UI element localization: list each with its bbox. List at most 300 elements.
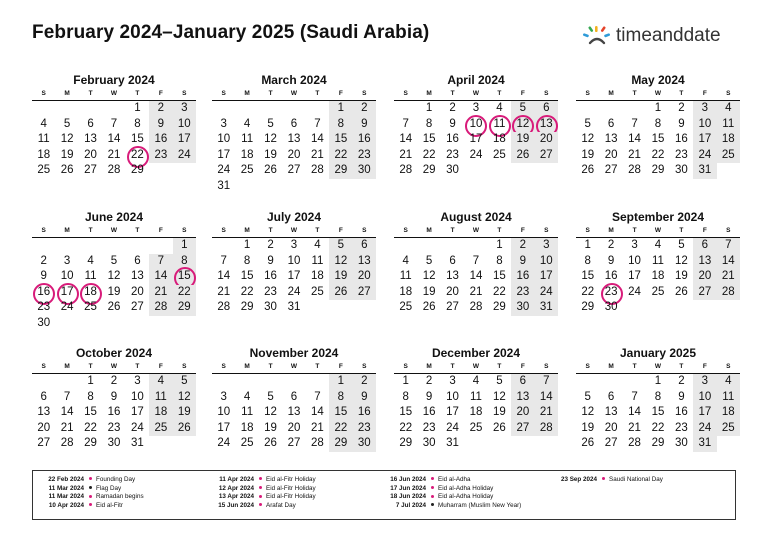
weekday-label: S [221,363,226,370]
day-cell: 1 [173,238,196,254]
day-cell: 30 [604,301,618,314]
month-calendar [394,209,558,316]
day-grid [394,101,558,179]
day-cell: 25 [717,148,740,164]
weekday-label: S [403,227,408,234]
day-cell: 28 [628,437,641,450]
empty-cell [79,238,102,254]
weekday-label: S [362,90,367,97]
day-cell: 18 [240,148,254,161]
day-grid [576,374,740,452]
day-cell: 11 [652,254,664,267]
day-cell: 4 [472,375,480,387]
day-cell: 19 [581,421,595,434]
weekday-label: S [585,363,590,370]
day-cell: 5 [267,117,274,130]
day-cell: 1 [425,102,433,114]
weekday-label: S [182,227,187,234]
legend-name: Saudi National Day [609,476,663,483]
day-cell: 25 [651,285,665,298]
day-cell: 28 [628,164,641,177]
empty-cell [576,101,599,117]
empty-cell [464,238,487,254]
day-cell: 21 [399,148,413,161]
legend-date: 12 Apr 2024 [218,484,254,492]
day-cell: 18 [240,421,254,434]
day-cell: 24 [131,421,144,434]
day-cell: 11 [149,390,172,406]
day-cell: 3 [535,238,558,254]
empty-cell [79,101,102,117]
holiday-day: 16 [32,285,55,301]
weekday-label: F [338,90,343,97]
day-cell: 3 [472,102,480,114]
empty-cell [599,101,622,117]
month-name: November 2024 [249,346,339,360]
holiday-dot-icon [431,495,434,498]
day-cell: 1 [243,239,251,251]
legend-item [41,493,144,502]
day-cell: 31 [217,179,231,192]
day-cell: 18 [651,270,665,283]
day-cell: 7 [220,254,227,267]
day-cell: 8 [496,254,503,267]
weekday-header [394,225,558,238]
weekday-label: W [290,90,298,97]
day-cell: 27 [511,421,534,437]
weekday-label: S [585,90,590,97]
month-name: June 2024 [84,210,144,224]
day-cell: 21 [217,285,231,298]
day-cell: 26 [675,285,688,298]
holiday-dot-icon [89,477,92,480]
day-cell: 29 [329,163,352,179]
day-cell: 13 [37,406,51,419]
weekday-label: S [544,90,549,97]
day-cell: 26 [581,437,595,450]
day-cell: 3 [134,375,141,387]
weekday-label: S [403,363,408,370]
day-cell: 8 [402,390,409,403]
day-cell: 25 [717,421,740,437]
day-cell: 26 [264,164,277,177]
day-cell: 8 [173,254,196,270]
day-cell: 24 [535,285,558,301]
holiday-day: 12 [511,117,534,133]
day-cell: 22 [329,421,352,437]
day-cell: 19 [173,405,196,421]
day-cell: 17 [131,406,144,419]
weekday-label: T [450,90,455,97]
legend-item [41,485,144,494]
timeanddate-logo[interactable] [582,24,721,48]
day-cell: 29 [493,301,506,314]
weekday-label: T [497,90,502,97]
day-cell: 3 [693,101,716,117]
day-cell: 12 [422,270,436,283]
day-cell: 7 [110,117,118,130]
weekday-label: M [426,227,432,234]
day-cell: 8 [425,117,433,130]
day-cell: 14 [60,406,74,419]
holiday-dot-icon [259,486,262,489]
day-cell: 5 [110,254,118,267]
day-cell: 2 [425,375,433,387]
weekday-label: W [110,227,118,234]
day-cell: 8 [134,117,141,130]
day-cell: 20 [511,405,534,421]
day-cell: 15 [84,406,97,419]
day-cell: 7 [717,238,740,254]
day-cell: 11 [717,390,740,406]
empty-cell [55,101,78,117]
day-cell: 6 [449,254,456,267]
day-cell: 6 [40,390,47,403]
weekday-label: T [268,363,273,370]
month-name: May 2024 [631,73,685,87]
day-cell: 26 [60,164,74,177]
empty-cell [32,238,55,254]
day-cell: 22 [651,148,665,161]
day-cell: 25 [311,285,324,298]
legend-column [211,476,316,510]
day-cell: 29 [131,164,144,177]
holiday-dot-icon [431,486,434,489]
day-cell: 22 [581,285,595,298]
day-cell: 2 [110,375,118,387]
weekday-header [212,225,376,238]
day-cell: 21 [149,285,172,301]
day-cell: 9 [449,117,456,130]
day-cell: 16 [604,270,618,283]
day-cell: 16 [149,132,172,148]
month-calendar [576,72,740,179]
day-cell: 3 [173,101,196,117]
legend-item [41,502,144,511]
day-cell: 26 [493,421,506,434]
legend-item [211,485,316,494]
day-cell: 12 [675,254,688,267]
weekday-label: T [497,227,502,234]
day-cell: 3 [63,254,71,267]
empty-cell [282,374,305,390]
day-cell: 17 [217,421,231,434]
holiday-day: 15 [173,269,196,285]
day-cell: 19 [511,132,534,148]
day-cell: 10 [217,133,231,146]
day-cell: 9 [267,254,274,267]
day-grid [212,101,376,195]
day-grid [394,374,558,452]
holiday-dot-icon [259,477,262,480]
day-cell: 31 [131,437,144,450]
day-cell: 14 [311,406,324,419]
weekday-header [32,361,196,374]
day-cell: 28 [217,301,231,314]
day-cell: 8 [243,254,251,267]
month-name: July 2024 [266,210,322,224]
day-cell: 28 [717,285,740,301]
empty-cell [102,101,125,117]
day-cell: 28 [535,421,558,437]
weekday-label: T [679,227,684,234]
empty-cell [599,374,622,390]
day-cell: 20 [604,148,618,161]
day-cell: 4 [496,102,503,114]
day-cell: 10 [60,270,74,283]
legend-item [383,485,521,494]
weekday-label: F [158,90,163,97]
day-cell: 13 [604,133,618,146]
day-cell: 13 [693,254,716,270]
day-cell: 12 [329,254,352,270]
day-cell: 27 [693,285,716,301]
day-cell: 23 [675,148,688,161]
day-cell: 20 [37,421,51,434]
legend-name: Founding Day [96,476,136,483]
day-cell: 20 [287,148,301,161]
day-cell: 23 [353,421,376,437]
day-cell: 4 [402,254,409,267]
day-cell: 9 [425,390,433,403]
empty-cell [623,374,646,390]
day-cell: 15 [399,406,413,419]
day-cell: 23 [675,421,688,434]
day-cell: 15 [329,132,352,148]
day-cell: 27 [604,437,618,450]
day-cell: 28 [311,164,324,177]
day-cell: 4 [40,117,47,130]
day-cell: 6 [535,101,558,117]
day-cell: 8 [654,117,662,130]
weekday-label: S [362,227,367,234]
day-cell: 30 [511,300,534,316]
day-cell: 26 [329,285,352,301]
day-cell: 19 [422,285,436,298]
day-cell: 16 [675,133,688,146]
legend-name: Eid al-Adha Holiday [438,493,494,501]
weekday-header [212,88,376,101]
day-cell: 14 [469,270,483,283]
day-cell: 24 [217,437,231,450]
day-cell: 28 [149,300,172,316]
weekday-label: M [608,363,614,370]
day-cell: 29 [240,301,254,314]
weekday-header [32,88,196,101]
day-cell: 26 [511,148,534,164]
legend-name: Flag Day [96,484,122,492]
empty-cell [306,101,329,117]
day-cell: 19 [329,269,352,285]
empty-cell [394,101,417,117]
weekday-label: T [632,363,637,370]
day-cell: 11 [84,270,97,283]
day-cell: 8 [584,254,591,267]
day-cell: 28 [60,437,74,450]
weekday-label: T [135,363,140,370]
day-cell: 29 [399,437,413,450]
day-cell: 24 [60,301,74,314]
weekday-label: T [88,227,93,234]
legend-name: Muharram (Muslim New Year) [438,501,522,509]
day-cell: 21 [107,148,121,161]
day-cell: 11 [37,133,50,146]
day-cell: 28 [107,164,121,177]
day-cell: 13 [131,270,144,283]
day-cell: 23 [446,148,459,161]
legend-name: Eid al-Adha [438,476,471,483]
day-cell: 21 [628,148,641,161]
weekday-label: W [654,90,662,97]
month-name: September 2024 [611,210,705,224]
day-cell: 7 [63,390,71,403]
day-cell: 19 [264,421,277,434]
legend-column [554,476,663,485]
day-cell: 20 [535,132,558,148]
day-cell: 7 [631,390,638,403]
day-cell: 21 [628,421,641,434]
day-cell: 20 [287,421,301,434]
day-cell: 5 [63,117,71,130]
empty-cell [235,101,258,117]
day-cell: 12 [173,390,196,406]
day-cell: 11 [241,406,254,419]
legend-item [383,476,521,485]
legend-date: 22 Feb 2024 [48,476,84,483]
holiday-day: 11 [488,117,511,133]
weekday-label: T [632,90,637,97]
holiday-dot-icon [259,495,262,498]
weekday-label: T [135,227,140,234]
legend-name: Eid al-Fitr Holiday [266,493,316,501]
holiday-dot-icon [89,495,92,498]
day-cell: 25 [399,301,413,314]
day-cell: 28 [311,437,324,450]
weekday-label: F [338,363,343,370]
day-cell: 29 [173,300,196,316]
day-cell: 10 [535,254,558,270]
day-cell: 3 [693,374,716,390]
empty-cell [282,101,305,117]
day-cell: 2 [678,375,685,387]
day-cell: 4 [243,117,251,130]
day-cell: 18 [717,132,740,148]
month-name: February 2024 [73,73,155,87]
day-cell: 12 [264,133,277,146]
day-cell: 9 [110,390,118,403]
weekday-label: W [472,363,480,370]
day-cell: 21 [311,148,324,161]
day-cell: 24 [217,164,231,177]
day-cell: 16 [107,406,121,419]
weekday-label: M [244,363,250,370]
day-cell: 9 [511,254,534,270]
day-cell: 30 [446,164,459,177]
day-cell: 2 [267,239,274,251]
day-cell: 29 [651,437,665,450]
day-cell: 16 [353,132,376,148]
day-cell: 6 [353,238,376,254]
weekday-label: S [726,363,731,370]
holiday-dot-icon [259,503,262,506]
empty-cell [212,101,235,117]
day-grid [212,374,376,452]
day-cell: 5 [329,238,352,254]
holiday-legend [32,470,736,520]
day-cell: 10 [446,390,459,403]
day-cell: 18 [493,133,506,146]
weekday-header [576,225,740,238]
weekday-label: S [544,363,549,370]
day-cell: 5 [678,239,685,251]
weekday-label: W [472,227,480,234]
weekday-label: T [679,363,684,370]
day-cell: 25 [493,148,506,161]
weekday-label: M [64,90,70,97]
weekday-header [576,88,740,101]
day-grid [32,374,196,452]
empty-cell [212,374,235,390]
day-cell: 29 [581,301,595,314]
legend-date: 11 Mar 2024 [48,493,84,501]
empty-cell [306,374,329,390]
legend-name: Arafat Day [266,501,296,509]
empty-cell [417,238,440,254]
day-cell: 22 [493,285,506,298]
empty-cell [126,238,149,254]
day-cell: 24 [173,148,196,164]
day-cell: 17 [446,406,459,419]
weekday-label: T [88,90,93,97]
day-cell: 16 [675,406,688,419]
day-cell: 14 [628,133,641,146]
day-grid [32,238,196,332]
day-cell: 30 [675,164,688,177]
day-cell: 22 [399,421,413,434]
day-cell: 16 [422,406,436,419]
day-cell: 29 [84,437,97,450]
empty-cell [212,238,235,254]
weekday-label: S [403,90,408,97]
day-cell: 17 [693,132,716,148]
day-cell: 21 [535,405,558,421]
day-cell: 14 [149,269,172,285]
month-calendar [576,209,740,316]
day-cell: 23 [422,421,436,434]
day-grid [212,238,376,316]
day-cell: 3 [449,375,456,387]
day-cell: 7 [149,254,172,270]
empty-cell [32,374,55,390]
day-cell: 24 [287,285,301,298]
day-cell: 30 [264,301,277,314]
day-cell: 6 [134,254,141,267]
weekday-label: T [88,363,93,370]
day-cell: 29 [651,164,665,177]
day-cell: 18 [37,148,51,161]
empty-cell [394,238,417,254]
day-cell: 12 [107,270,121,283]
day-cell: 2 [607,239,615,251]
month-name: March 2024 [261,73,327,87]
day-cell: 12 [581,406,595,419]
weekday-label: M [608,90,614,97]
day-cell: 6 [693,238,716,254]
day-cell: 28 [469,301,483,314]
weekday-label: S [362,363,367,370]
day-cell: 3 [220,390,227,403]
legend-item [211,476,316,485]
